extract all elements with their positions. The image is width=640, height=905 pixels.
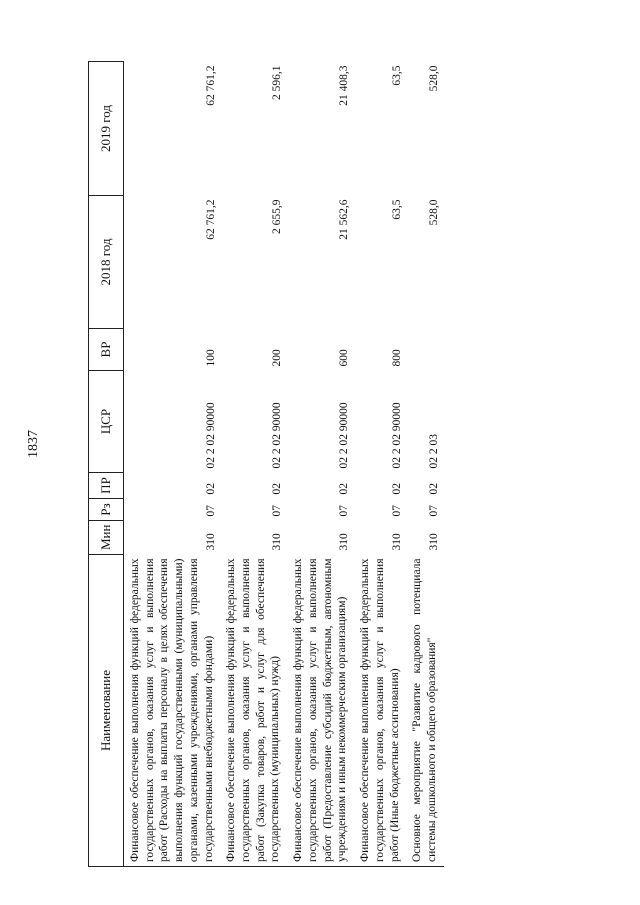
row-vr [406, 329, 443, 371]
row-pr: 02 [390, 483, 403, 495]
row-csr: 02 2 02 90000 [204, 402, 217, 469]
row-vr: 100 [204, 349, 217, 367]
table-row [354, 62, 406, 867]
row-csr: 02 2 02 90000 [271, 402, 284, 469]
row-name: Финансовое обеспечение выполнения функций федеральных государственных органов, оказания услуг и выполнения работ (Расходы на выплаты персоналу в целях обеспечения выполнения функций государственными (муниципальными) органами, казенными учреждениями, органами управления государственными внебюджетными фондами) [124, 555, 221, 867]
row-min: 310 [390, 533, 403, 551]
table-row [287, 62, 354, 867]
header-vr: ВР [89, 329, 124, 371]
budget-table [88, 61, 444, 867]
row-vr: 200 [271, 349, 284, 367]
row-rz: 07 [271, 505, 284, 517]
row-2019: 528,0 [427, 65, 440, 92]
row-name: Финансовое обеспечение выполнения функций федеральных государственных органов, оказания услуг и выполнения работ (Иные бюджетные ассигнования) [354, 555, 406, 867]
row-rz: 07 [204, 505, 217, 517]
table-row [124, 62, 221, 867]
row-min: 310 [204, 533, 217, 551]
table-header-row [89, 62, 124, 867]
row-2019: 62 761,2 [204, 65, 217, 106]
row-2018: 528,0 [427, 199, 440, 226]
row-pr: 02 [427, 483, 440, 495]
page-number: 1837 [26, 430, 41, 458]
row-rz: 07 [338, 505, 351, 517]
header-rz: Рз [89, 499, 124, 521]
row-rz: 07 [427, 505, 440, 517]
header-2018: 2018 год [89, 196, 124, 329]
row-vr: 600 [338, 349, 351, 367]
row-rz: 07 [390, 505, 403, 517]
row-2018: 2 655,9 [271, 199, 284, 234]
row-csr: 02 2 02 90000 [338, 402, 351, 469]
row-min: 310 [271, 533, 284, 551]
row-pr: 02 [338, 483, 351, 495]
header-name: Наименование [89, 555, 124, 867]
row-min: 310 [427, 533, 440, 551]
row-2019: 2 596,1 [271, 65, 284, 100]
row-csr: 02 2 03 [427, 434, 440, 469]
row-pr: 02 [204, 483, 217, 495]
row-name: Основное мероприятие "Развитие кадрового потенциала системы дошкольного и общего образования" [406, 555, 443, 867]
row-2018: 62 761,2 [204, 199, 217, 240]
header-2019: 2019 год [89, 62, 124, 196]
header-pr: ПР [89, 473, 124, 499]
budget-table-sheet [88, 62, 624, 867]
row-2018: 21 562,6 [338, 199, 351, 240]
header-csr: ЦСР [89, 371, 124, 473]
row-name: Финансовое обеспечение выполнения функций федеральных государственных органов, оказания услуг и выполнения работ (Закупка товаров, работ и услуг для обеспечения государственных (муниципальных) нужд) [220, 555, 287, 867]
table-row [220, 62, 287, 867]
table-row [406, 62, 443, 867]
row-2019: 21 408,3 [338, 65, 351, 106]
row-min: 310 [338, 533, 351, 551]
row-2018: 63,5 [390, 199, 403, 220]
row-vr: 800 [390, 349, 403, 367]
header-min: Мин [89, 521, 124, 555]
row-csr: 02 2 02 90000 [390, 402, 403, 469]
row-name: Финансовое обеспечение выполнения функций федеральных государственных органов, оказания услуг и выполнения работ (Предоставление субсидий бюджетным, автономным учреждениям и иным некоммерческим организациям) [287, 555, 354, 867]
row-2019: 63,5 [390, 65, 403, 86]
row-pr: 02 [271, 483, 284, 495]
